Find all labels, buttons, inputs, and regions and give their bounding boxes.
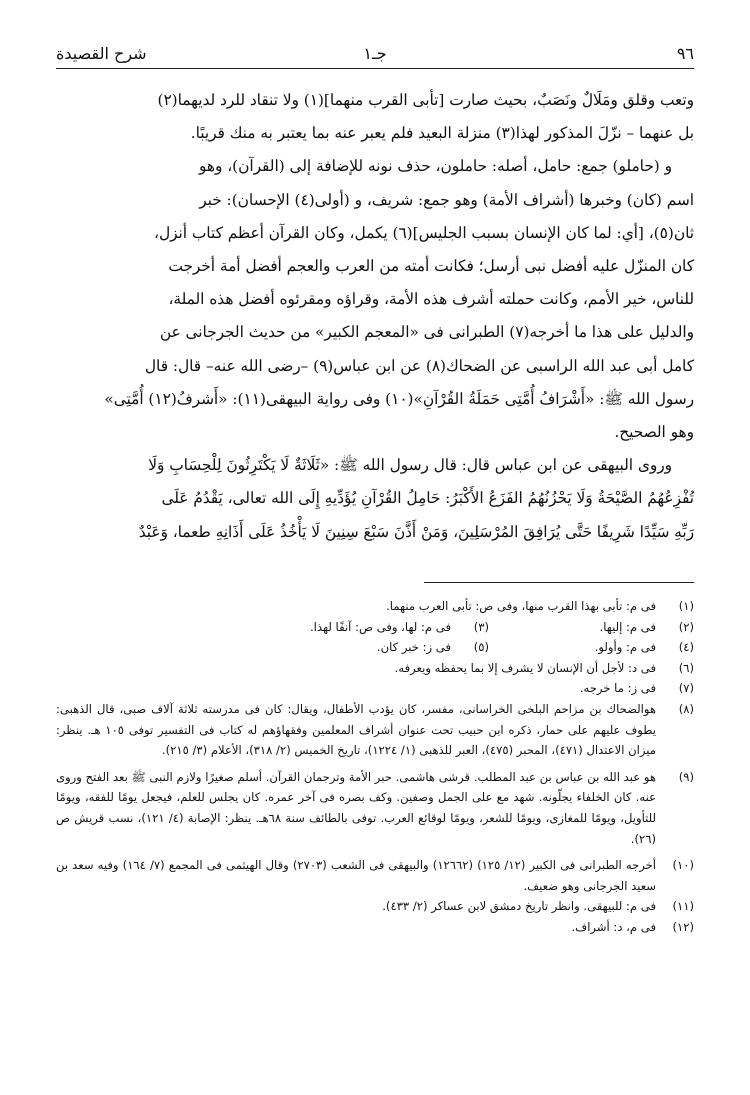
footnote-number: (٦) [678, 660, 694, 675]
footnote-number: (٤) [678, 640, 694, 655]
body-line: رَبِّهِ سَيِّدًا شَرِيفًا حَتَّى يُرَافِقَ المُرْسَلِينَ، وَمَنْ أَذَّنَ سَبْعَ سِنِينَ لَا يَأْخُذُ عَلَى أَذَانِهِ طعما، وَعَبْدٌ [138, 522, 694, 541]
volume-label: جـ١ [363, 44, 387, 63]
footnote-number: (٩) [678, 769, 694, 784]
body-line: ثان(٥)، [أي: لما كان الإنسان بسبب الجليس](٦) يكمل، وكان القرآن أعظم كتاب أنزل، [154, 223, 694, 242]
body-line: وتعب وقلق ومَلَالٌ ونَصَبٌ، بحيث صارت [تأبى القرب منهما](١) ولا تنقاد للرد لديهما(٢) [157, 91, 694, 109]
footnote-number: (٣) [473, 619, 489, 634]
footnote-number: (٧) [678, 681, 694, 696]
footnote [56, 699, 694, 761]
footnote-number: (٥) [473, 640, 489, 655]
body-line: و (حاملو) جمع: حامل، أصله: حاملون، حذف نونه للإضافة إلى (القرآن)، وهو [199, 157, 672, 176]
footnote-text: فى م، د: أشراف. [571, 919, 656, 934]
page-number: ٩٦ [676, 44, 694, 63]
body-line: بل عنهما – نزّلَ المذكور لهذا(٣) منزلة البعيد فلم يعبر عنه بما يعتبر به منك قريبًا. [190, 124, 694, 143]
footnote [56, 678, 694, 699]
footnote-text: فى د: لأجل أن الإنسان لا يشرف إلا بما يحفظه ويعرفه. [394, 660, 656, 675]
footnote-text: فى م: للبيهقى. وانظر تاريخ دمشق لابن عساكر (٢/ ٤٣٣). [382, 899, 656, 914]
footnote-text: هوالضحاك بن مزاحم البلخى الخراسانى، مفسر، كان يؤدب الأطفال، ويقال: كان فى مدرسته ثلاثة آلاف صبى، قال الذهبى: يطوف عليهم على حمار، ذكره ابن حبيب تحت عنوان أشراف المعلمين وفقهاؤهم له كتاب فى التفسير توفى ١٠٥ هـ. ينظر: ميزان الاعتدال (٤٧١)، المحبر (٤٧٥)، العبر للذهبى (١/ ١٢٢٤)، تاريخ الخميس (٢/ ٣١٨)، الأعلام (٣/ ٢١٥). [56, 701, 657, 758]
footnote-text: فى م: لها، وفى ص: آنفًا لهذا. [310, 619, 451, 634]
footnote-number: (١) [678, 599, 694, 613]
footnote-number: (٢) [678, 619, 694, 634]
footnote-number: (١١) [672, 899, 694, 914]
body-line: والدليل على هذا ما أخرجه(٧) الطبرانى فى «المعجم الكبير» من حديث الجرجانى عن [159, 323, 694, 342]
footnote [56, 658, 694, 679]
body-line: كامل أبى عبد الله الراسبى عن الضحاك(٨) عن ابن عباس(٩) –رضى الله عنه– قال: قال [144, 356, 694, 375]
running-header [56, 40, 694, 68]
body-line: رسول الله ﷺ: «أَشْرَافُ أُمَّتِى حَمَلَةُ القُرْآنِ»(١٠) وفى رواية البيهقى(١١): «أَشرفُ(١٢) أُمَّتِى» [104, 389, 694, 408]
footnote [56, 767, 694, 849]
footnote [56, 896, 694, 917]
footnote-divider [424, 582, 694, 583]
footnote-number: (٨) [678, 701, 694, 716]
footnote [56, 855, 694, 896]
footnote-text: فى م: وأولو. [594, 640, 656, 655]
footnote-number: (١٢) [672, 919, 694, 934]
footnote-text: فى م: إليها. [599, 619, 656, 634]
footnote-text: فى ز: خبر كان. [376, 640, 451, 655]
footnote [56, 596, 694, 617]
body-line: كان المنزّل عليه أفضل نبى أرسل؛ فكانت أمته من العرب والعجم أفضل أمة أخرجت [168, 257, 694, 276]
footnotes [56, 596, 694, 938]
footnote-text: فى ز: ما خرجه. [579, 681, 656, 696]
body-line: وروى البيهقى عن ابن عباس قال: قال رسول الله ﷺ: «ثَلَاثَةٌ لَا يَكْتَرِثُونَ لِلْحِسَابِ وَلَا [148, 456, 672, 475]
body-line: تُفْزِعُهُمُ الصَّيْحَةُ وَلَا يَحْزُنُهُمُ الفَزَعُ الأَكْبَرُ: حَامِلُ القُرْآنِ يُؤَدِّيهِ إِلَى الله تعالى، يَقْدُمُ عَلَى [161, 489, 694, 508]
body-line: وهو الصحيح. [614, 423, 694, 442]
main-text [56, 84, 694, 549]
footnote-pair [56, 637, 694, 658]
footnote-pair [56, 617, 694, 638]
footnote [56, 917, 694, 938]
footnote-number: (١٠) [672, 858, 694, 873]
header-divider [56, 68, 694, 69]
body-line: اسم (كان) وخبرها (أشراف الأمة) وهو جمع: شريف، و (أولى(٤) الإحسان): خبر [199, 190, 694, 209]
book-title: شرح القصيدة [56, 44, 147, 63]
footnote-text: هو عبد الله بن عباس بن عبد المطلب. قرشى هاشمى. حبر الأمة وترجمان القرآن. أسلم صغيرًا ولازم النبى ﷺ بعد الفتح وروى عنه. كان الخلفاء يجلّونه. شهد مع على الجمل وصفين. وكف بصره فى آخر عمره. كان يجلس للعلم، فيجعل يومًا للفقه، ويومًا للتأويل، ويومًا للمغازى، ويومًا للشعر، ويومًا لوقائع العرب. توفى بالطائف سنة ٦٨هـ. ينظر: الإصابة (٤/ ١٢١)، نسب قريش ص (٢٦). [56, 769, 656, 846]
footnote-text: أخرجه الطبرانى فى الكبير (١٢/ ١٢٥) (١٢٦٦٢) والبيهقى فى الشعب (٢٧٠٣) وقال الهيثمى فى المجمع (٧/ ١٦٤) وفيه سعد بن سعيد الجرجانى وهو ضعيف. [56, 858, 657, 893]
footnote-text: فى م: تأبى بهذا القرب منها، وفى ص: تأبى العرب منهما. [386, 599, 656, 613]
body-line: للناس، خير الأمم، وكانت حملته أشرف هذه الأمة، وقراؤه ومقرئوه أفضل هذه الملة، [168, 290, 694, 309]
